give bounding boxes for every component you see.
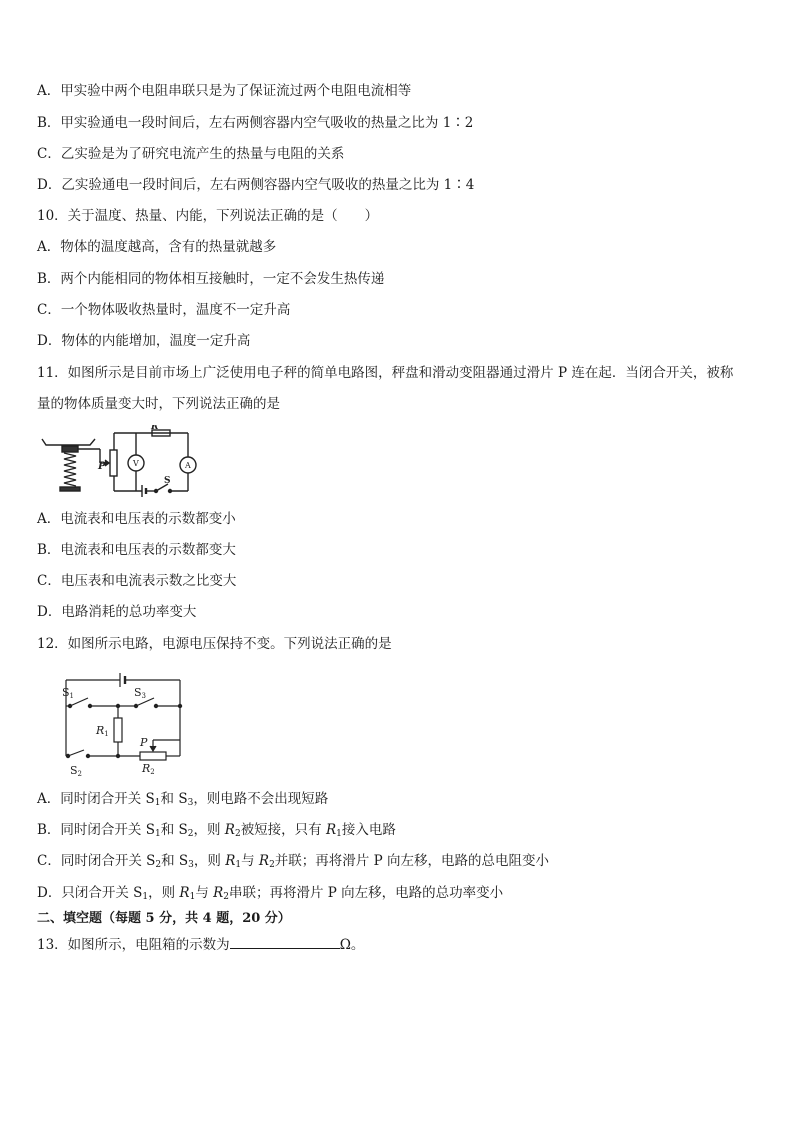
q12-label-s2: S2 — [70, 764, 83, 778]
q9-option-a: A．甲实验中两个电阻串联只是为了保证流过两个电阻电流相等 — [37, 83, 412, 99]
q11-option-b: B．电流表和电压表的示数都变大 — [37, 542, 236, 558]
q10-option-d: D．物体的内能增加，温度一定升高 — [37, 333, 251, 349]
q11-label-r: R — [151, 425, 159, 432]
q9-option-d: D．乙实验通电一段时间后，左右两侧容器内空气吸收的热量之比为 1∶4 — [37, 177, 475, 193]
q11-stem-line1: 11．如图所示是目前市场上广泛使用电子秤的简单电路图，秤盘和滑动变阻器通过滑片 P 连在起．当闭合开关，被称 — [37, 365, 734, 381]
q9-option-c: C．乙实验是为了研究电流产生的热量与电阻的关系 — [37, 146, 345, 162]
q11-switch-label: S — [164, 476, 171, 486]
q11-stem-line2: 量的物体质量变大时，下列说法正确的是 — [37, 396, 280, 412]
q11-ammeter-label: A — [185, 461, 191, 470]
q12-option-c: C．同时闭合开关 $S_2$和 $S_3$，则 $R_1$与 $R_2$并联；再将滑片 P 向左移，电路的总电阻变小 — [37, 853, 549, 870]
q12-circuit-svg — [58, 668, 198, 780]
q12-option-a: A．同时闭合开关 $S_1$和 $S_3$，则电路不会出现短路 — [37, 791, 329, 808]
q10-stem: 10．关于温度、热量、内能，下列说法正确的是（ ） — [37, 208, 379, 224]
q12-label-p: P — [140, 736, 148, 749]
q12-stem: 12．如图所示电路，电源电压保持不变。下列说法正确的是 — [37, 636, 392, 652]
q11-circuit-figure — [38, 425, 213, 500]
q12-label-s1: S1 — [62, 686, 75, 700]
q12-circuit-figure — [58, 668, 198, 780]
section-heading: 二、填空题（每题 5 分，共 4 题，20 分） — [37, 911, 291, 926]
q12-label-r1: R1 — [96, 724, 109, 738]
q12-label-s3: S3 — [134, 686, 147, 700]
q13-answer-blank[interactable] — [230, 935, 340, 949]
q10-option-a: A．物体的温度越高，含有的热量就越多 — [37, 239, 277, 255]
q11-option-c: C．电压表和电流表示数之比变大 — [37, 573, 237, 589]
q12-label-r2: R2 — [142, 762, 155, 776]
q11-voltmeter-label: V — [133, 459, 139, 468]
q11-label-p: P — [98, 461, 106, 472]
q10-option-b: B．两个内能相同的物体相互接触时，一定不会发生热传递 — [37, 271, 385, 287]
q12-option-b: B．同时闭合开关 $S_1$和 $S_2$，则 $R_2$被短接，只有 $R_1$接入电路 — [37, 822, 396, 839]
q9-option-b: B．甲实验通电一段时间后，左右两侧容器内空气吸收的热量之比为 1∶2 — [37, 115, 474, 131]
q11-circuit-svg — [38, 425, 213, 500]
q12-option-d: D．只闭合开关 $S_1$，则 $R_1$与 $R_2$串联；再将滑片 P 向左移，电路的总功率变小 — [37, 885, 504, 902]
q10-option-c: C．一个物体吸收热量时，温度不一定升高 — [37, 302, 291, 318]
q11-option-d: D．电路消耗的总功率变大 — [37, 604, 197, 620]
q13-stem: 13．如图所示，电阻箱的示数为 Ω。 — [37, 937, 365, 953]
q11-option-a: A．电流表和电压表的示数都变小 — [37, 511, 236, 527]
